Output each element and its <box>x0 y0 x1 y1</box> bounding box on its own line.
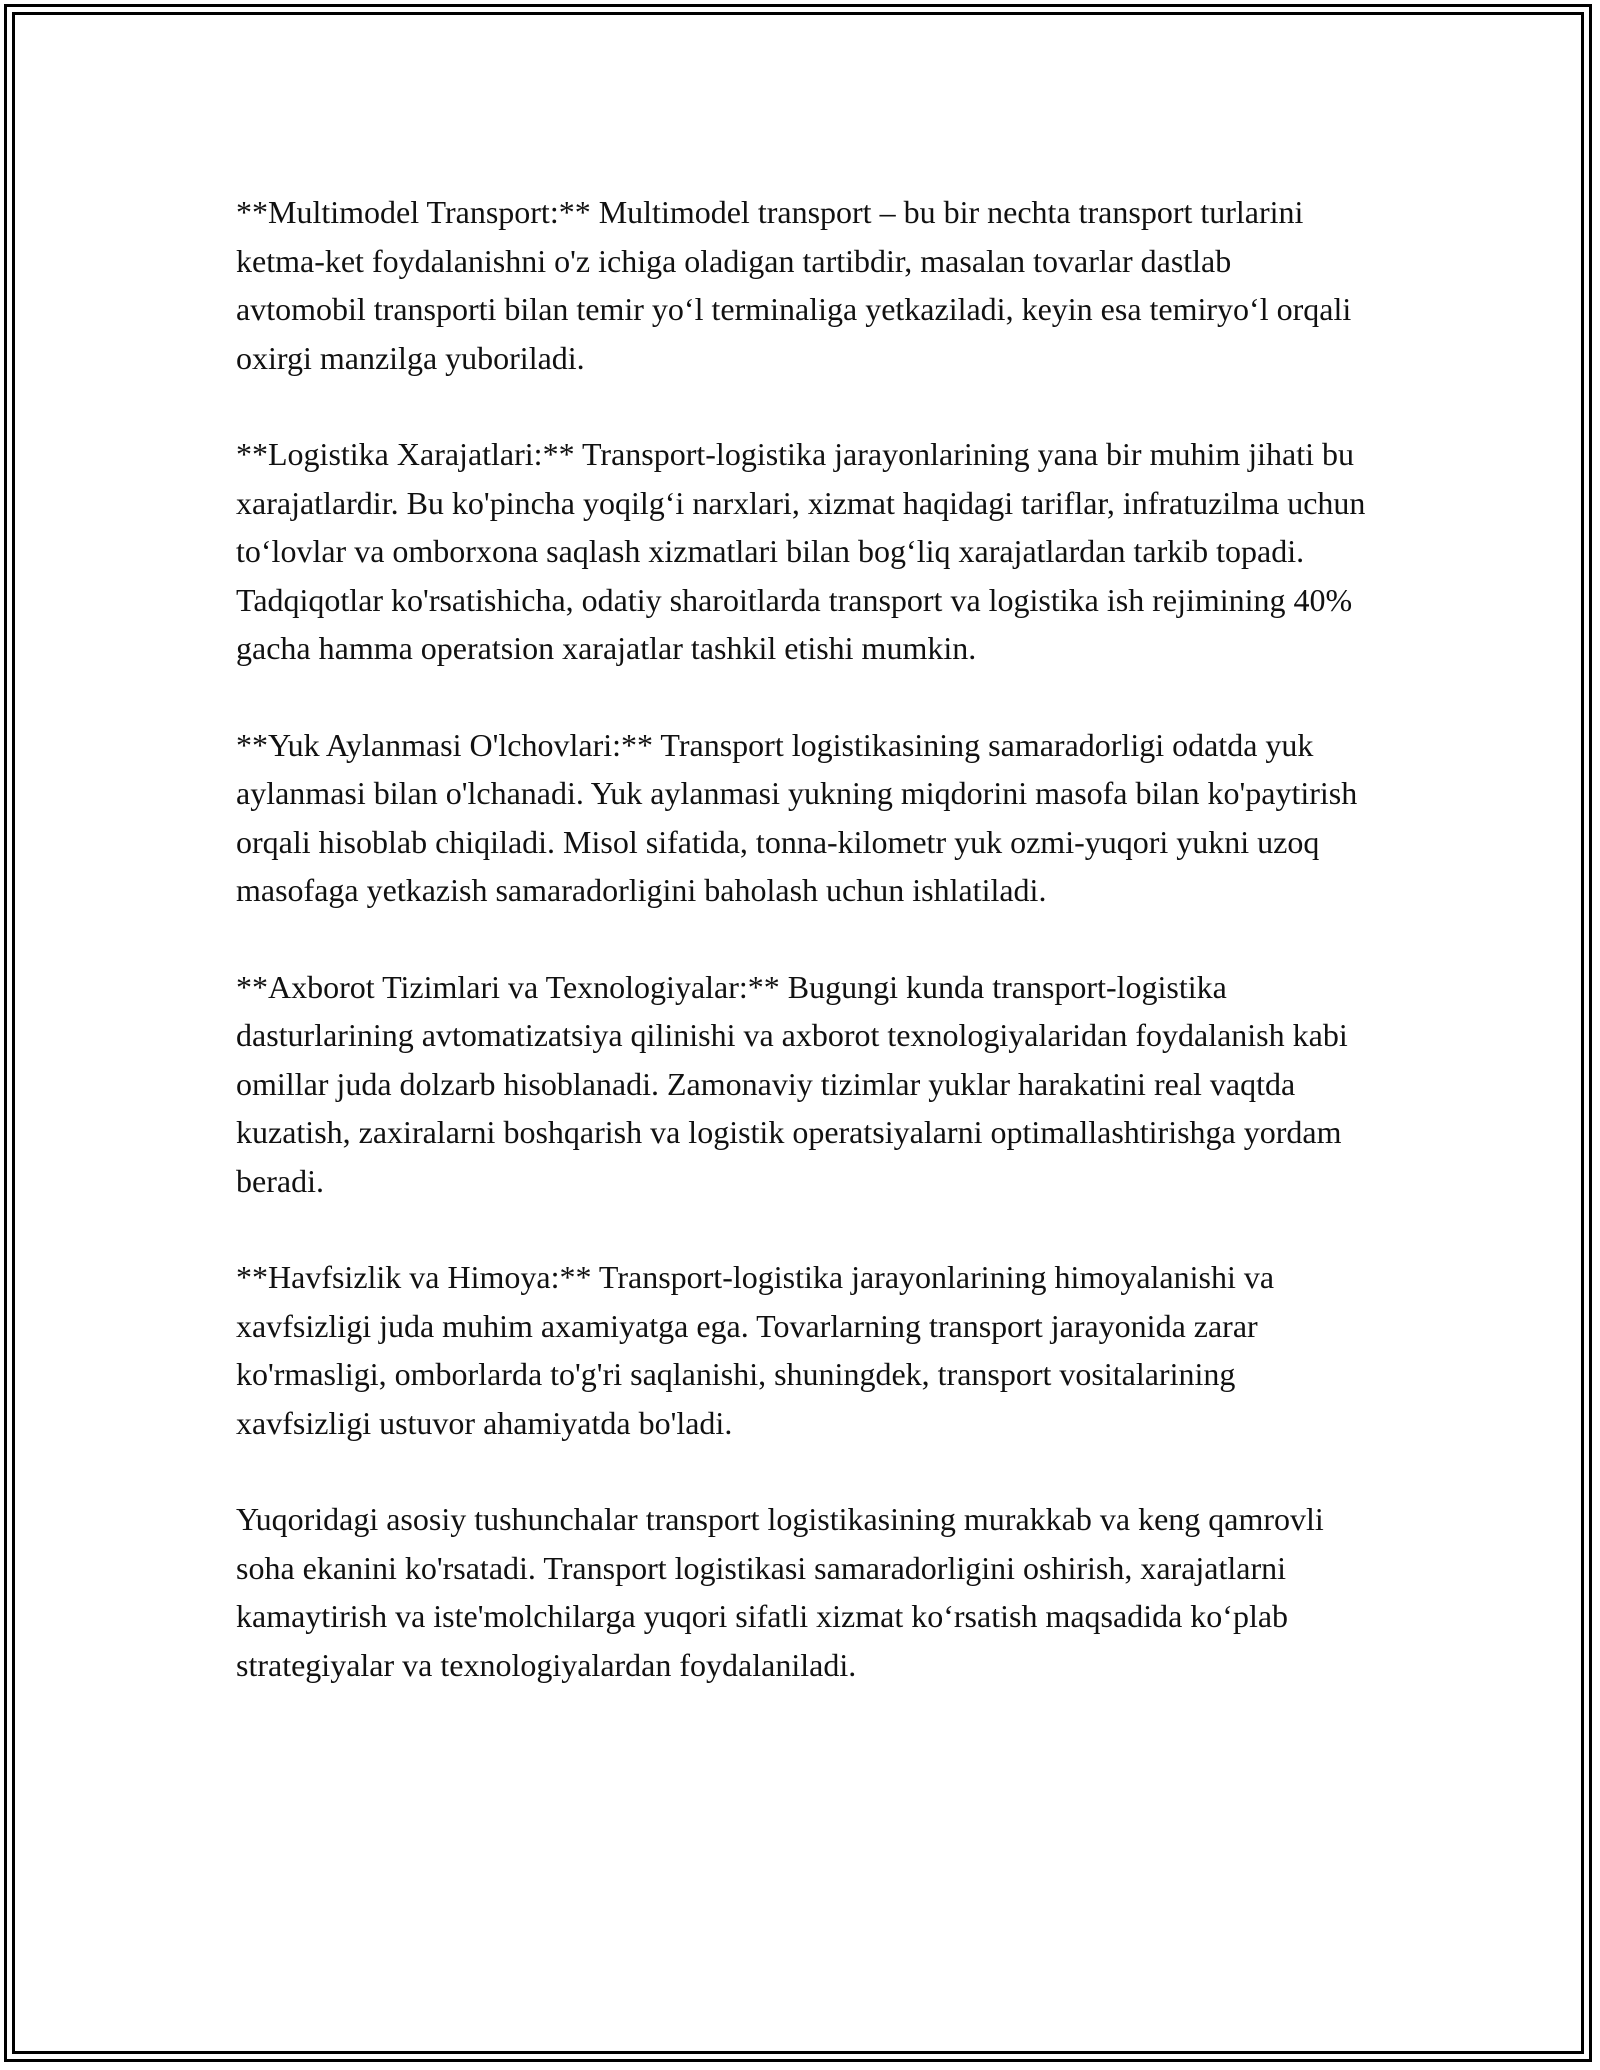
paragraph-multimodel-transport: **Multimodel Transport:** Multimodel transport – bu bir nechta transport turlarini ketma-ket foydalanishni o'z ichiga oladigan tartibdir, masalan tovarlar dastlab avtomobil transporti bilan temir yo‘l terminaliga yetkaziladi, keyin esa temiryo‘l orqali oxirgi manzilga yuboriladi. <box>236 194 1352 376</box>
paragraph-conclusion: Yuqoridagi asosiy tushunchalar transport logistikasining murakkab va keng qamrovli soha ekanini ko'rsatadi. Transport logistikasi samaradorligini oshirish, xarajatlarni kamaytirish va iste'molchilarga yuqori sifatli xizmat ko‘rsatish maqsadida ko‘plab strategiyalar va texnologiyalardan foydalaniladi. <box>236 1501 1324 1683</box>
document-body <box>236 188 1366 1689</box>
paragraph-havfsizlik-himoya: **Havfsizlik va Himoya:** Transport-logistika jarayonlarining himoyalanishi va xavfsizligi juda muhim axamiyatga ega. Tovarlarning transport jarayonida zarar ko'rmasligi, omborlarda to'g'ri saqlanishi, shuningdek, transport vositalarining xavfsizligi ustuvor ahamiyatda bo'ladi. <box>236 1259 1275 1441</box>
paragraph-yuk-aylanmasi: **Yuk Aylanmasi O'lchovlari:** Transport logistikasining samaradorligi odatda yuk aylanmasi bilan o'lchanadi. Yuk aylanmasi yukning miqdorini masofa bilan ko'paytirish orqali hisoblab chiqiladi. Misol sifatida, tonna-kilometr yuk ozmi-yuqori yukni uzoq masofaga yetkazish samaradorligini baholash uchun ishlatiladi. <box>236 726 1358 908</box>
paragraph-axborot-tizimlari: **Axborot Tizimlari va Texnologiyalar:** Bugungi kunda transport-logistika dasturlarining avtomatizatsiya qilinishi va axborot texnologiyalaridan foydalanish kabi omillar juda dolzarb hisoblanadi. Zamonaviy tizimlar yuklar harakatini real vaqtda kuzatish, zaxiralarni boshqarish va logistik operatsiyalarni optimallashtirishga yordam beradi. <box>236 968 1348 1199</box>
paragraph-logistika-xarajatlari: **Logistika Xarajatlari:** Transport-logistika jarayonlarining yana bir muhim jihati bu xarajatlardir. Bu ko'pincha yoqilg‘i narxlari, xizmat haqidagi tariflar, infratuzilma uchun to‘lovlar va omborxona saqlash xizmatlari bilan bog‘liq xarajatlardan tarkib topadi. Tadqiqotlar ko'rsatishicha, odatiy sharoitlarda transport va logistika ish rejimining 40% gacha hamma operatsion xarajatlar tashkil etishi mumkin. <box>236 436 1366 666</box>
